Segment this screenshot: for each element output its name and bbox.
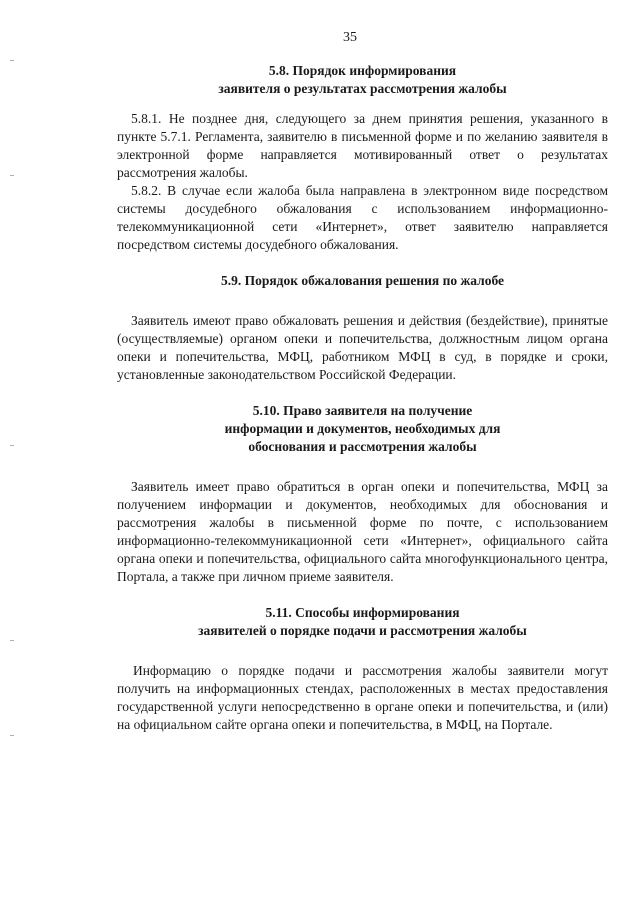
- paragraph: Заявитель имеет право обратиться в орган опеки и попечительства, МФЦ за получением информации и документов, необходимых для обоснования и рассмотрения жалобы в письменной форме по почте, с использованием информационно-телекоммуникационной сети «Интернет», официального сайта органа опеки и попечительства, официального сайта многофункционального центра, Портала, а также при личном приеме заявителя.: [117, 479, 608, 584]
- section-5-11: [117, 604, 608, 734]
- section-heading: [117, 62, 608, 98]
- section-heading: [117, 272, 608, 290]
- paragraph: 5.8.1. Не позднее дня, следующего за днем принятия решения, указанного в пункте 5.7.1. Регламента, заявителю в письменной форме и по желанию заявителя в электронной форме направляется мотивированный ответ о результатах рассмотрения жалобы.: [117, 111, 608, 180]
- heading-line: информации и документов, необходимых для: [224, 421, 501, 436]
- paragraph: Информацию о порядке подачи и рассмотрения жалобы заявители могут получить на информационных стендах, расположенных в местах предоставления государственной услуги непосредственно в органе опеки и попечительства, и (или) на официальном сайте органа опеки и попечительства, в МФЦ, на Портале.: [117, 663, 608, 732]
- margin-mark: [10, 445, 14, 446]
- heading-line: обоснования и рассмотрения жалобы: [248, 439, 477, 454]
- paragraph: Заявитель имеют право обжаловать решения и действия (бездействие), принятые (осуществляемые) органом опеки и попечительства, должностным лицом органа опеки и попечительства, МФЦ, работником МФЦ в суд, в порядке и сроки, установленные законодательством Российской Федерации.: [117, 313, 608, 382]
- heading-line: заявителей о порядке подачи и рассмотрения жалобы: [198, 623, 527, 638]
- section-heading: [117, 604, 608, 640]
- document-body: [117, 62, 608, 752]
- heading-line: 5.8. Порядок информирования: [268, 63, 457, 78]
- heading-line: 5.9. Порядок обжалования решения по жалобе: [220, 273, 505, 288]
- margin-mark: [10, 175, 14, 176]
- page-number: 35: [343, 30, 357, 45]
- paragraph: 5.8.2. В случае если жалоба была направлена в электронном виде посредством системы досудебного обжалования с использованием информационно-телекоммуникационной сети «Интернет», ответ заявителю направляется посредством системы досудебного обжалования.: [117, 183, 608, 252]
- margin-mark: [10, 60, 14, 61]
- heading-line: 5.11. Способы информирования: [265, 605, 460, 620]
- heading-line: заявителя о результатах рассмотрения жалобы: [218, 81, 507, 96]
- section-heading: [117, 402, 608, 456]
- section-5-9: [117, 272, 608, 384]
- heading-line: 5.10. Право заявителя на получение: [252, 403, 473, 418]
- section-5-8: [117, 62, 608, 254]
- margin-mark: [10, 735, 14, 736]
- section-5-10: [117, 402, 608, 586]
- margin-mark: [10, 640, 14, 641]
